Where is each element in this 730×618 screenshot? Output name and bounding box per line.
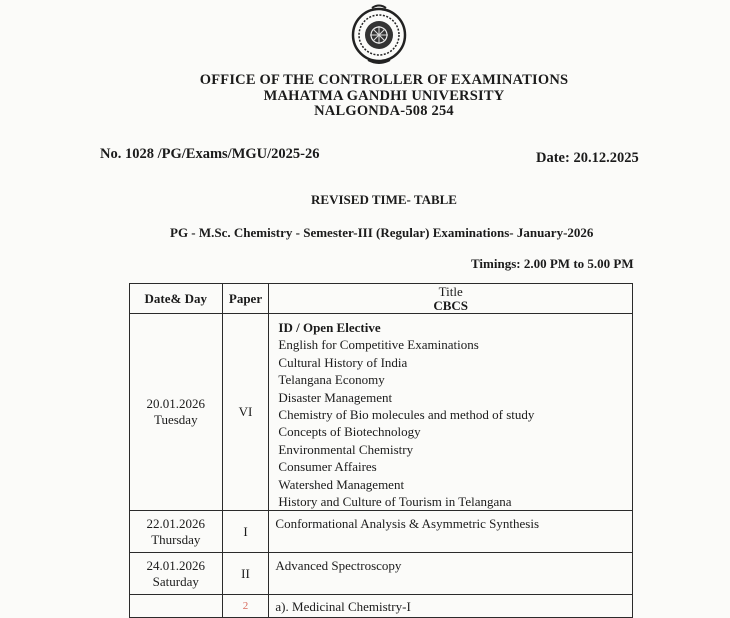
row-subject: a). Medicinal Chemistry-I	[269, 595, 633, 618]
row-date-cell	[130, 553, 223, 595]
row-paper: II	[222, 553, 269, 595]
row-day: Thursday	[151, 531, 201, 547]
university-seal-icon	[350, 4, 408, 66]
row-date: 20.01.2026	[146, 396, 206, 412]
row-day: Tuesday	[153, 412, 198, 428]
row-date-cell	[130, 511, 223, 553]
row-subject: Conformational Analysis & Asymmetric Synthesis	[269, 511, 633, 553]
exam-title: PG - M.Sc. Chemistry - Semester-III (Regular) Examinations- January-2026	[170, 225, 594, 240]
table-row	[130, 511, 633, 553]
handwritten-mark: 2	[242, 600, 249, 613]
list-item: Watershed Management	[278, 476, 405, 492]
university-name: MAHATMA GANDHI UNIVERSITY	[263, 88, 505, 104]
header-title	[269, 284, 633, 314]
office-heading: OFFICE OF THE CONTROLLER OF EXAMINATIONS	[199, 72, 569, 88]
row-subject: Advanced Spectroscopy	[269, 553, 633, 595]
row-subject-cell	[269, 314, 633, 511]
list-item: History and Culture of Tourism in Telangana	[278, 494, 512, 510]
reference-number: No. 1028 /PG/Exams/MGU/2025-26	[100, 146, 320, 162]
table-row	[130, 314, 633, 511]
university-address: NALGONDA-508 254	[314, 103, 454, 119]
list-item: Telangana Economy	[278, 372, 385, 388]
row-paper-cell	[222, 595, 269, 618]
row-date-cell	[130, 314, 223, 511]
row-date-cell	[130, 595, 223, 618]
exam-timings: Timings: 2.00 PM to 5.00 PM	[471, 256, 634, 271]
row-day: Saturday	[152, 573, 199, 589]
header-paper: Paper	[222, 284, 269, 314]
time-table	[129, 283, 633, 618]
row-date: 24.01.2026	[146, 557, 206, 573]
document-title: REVISED TIME- TABLE	[311, 192, 457, 207]
row-paper: I	[222, 511, 269, 553]
row-date: 22.01.2026	[146, 515, 206, 531]
elective-title: ID / Open Elective	[278, 320, 381, 335]
list-item: Concepts of Biotechnology	[278, 424, 421, 440]
header-title-label: Title	[438, 283, 463, 299]
list-item: Cultural History of India	[278, 354, 408, 370]
list-item: Consumer Affaires	[278, 459, 377, 475]
list-item: English for Competitive Examinations	[278, 337, 479, 353]
header-title-cbcs: CBCS	[433, 297, 469, 313]
header-date-day: Date& Day	[130, 284, 223, 314]
table-header-row	[130, 284, 633, 314]
table-row	[130, 595, 633, 618]
list-item: Environmental Chemistry	[278, 441, 414, 457]
list-item: Disaster Management	[278, 389, 393, 405]
list-item: Chemistry of Bio molecules and method of study	[278, 407, 535, 423]
issue-date: Date: 20.12.2025	[536, 150, 639, 166]
row-paper: VI	[222, 314, 269, 511]
table-row	[130, 553, 633, 595]
